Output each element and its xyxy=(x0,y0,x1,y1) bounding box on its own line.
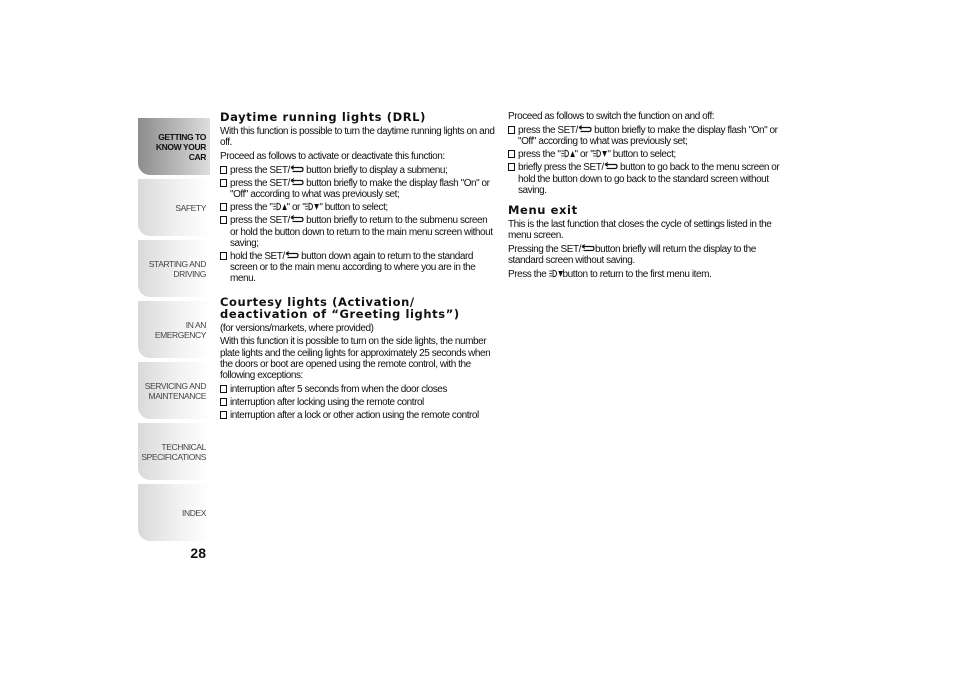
tab-technical-specifications[interactable] xyxy=(138,423,210,480)
tab-label: INDEX xyxy=(182,507,206,518)
right-proceed: Proceed as follows to switch the function on and off: xyxy=(508,111,715,122)
lights-down-arrow-icon xyxy=(305,202,319,211)
tab-getting-to-know-your-car[interactable] xyxy=(138,118,210,175)
drl-step-2 xyxy=(220,178,495,200)
text: button briefly to return to the submenu screen or hold the button down to return to the main menu screen without saving; xyxy=(230,215,493,249)
text: press the SET/ xyxy=(230,215,290,227)
right-step-1 xyxy=(508,125,783,147)
tab-label: SERVICING AND MAINTENANCE xyxy=(144,380,206,401)
left-column xyxy=(220,111,495,423)
checkbox-bullet-icon xyxy=(508,126,515,134)
text: button briefly to make the display flash "On" or "Off" according to what was previously set; xyxy=(230,177,490,201)
drl-step-4 xyxy=(220,215,495,249)
menu-exit-p3 xyxy=(508,269,783,280)
checkbox-bullet-icon xyxy=(220,398,227,406)
text: press the " xyxy=(230,202,273,214)
checkbox-bullet-icon xyxy=(220,252,227,260)
tab-label: TECHNICAL SPECIFICATIONS xyxy=(141,441,206,462)
tab-starting-and-driving[interactable] xyxy=(138,240,210,297)
courtesy-exception-3 xyxy=(220,410,495,421)
tab-label: IN AN EMERGENCY xyxy=(154,319,206,340)
text: " or " xyxy=(286,202,306,214)
text: " or " xyxy=(574,149,594,161)
courtesy-exception-1 xyxy=(220,384,495,395)
tab-index[interactable] xyxy=(138,484,210,541)
checkbox-bullet-icon xyxy=(220,411,227,419)
text: " button to select; xyxy=(607,149,676,161)
text: interruption after 5 seconds from when the door closes xyxy=(230,383,447,395)
tab-label: GETTING TO KNOW YOUR CAR xyxy=(155,131,206,162)
courtesy-body: With this function it is possible to turn on the side lights, the number plate lights and the ceiling lights for approximately 25 seconds when the doors or boot are opened using the remote control, with the following exceptions: xyxy=(220,336,491,381)
lights-up-arrow-icon xyxy=(273,202,287,211)
return-arrow-icon xyxy=(581,244,595,253)
text: button down again to return to the standard screen or to the main menu according to where you are in the menu. xyxy=(230,251,476,285)
courtesy-heading: Courtesy lights (Activation/ deactivation of “Greeting lights”) xyxy=(220,294,460,321)
text: button briefly to make the display flash "On" or "Off" according to what was previously set; xyxy=(518,124,778,147)
text: press the SET/ xyxy=(230,177,290,189)
checkbox-bullet-icon xyxy=(220,203,227,211)
checkbox-bullet-icon xyxy=(220,179,227,187)
chapter-tabs xyxy=(138,118,210,545)
text: button briefly to display a submenu; xyxy=(303,164,448,176)
text: " button to select; xyxy=(319,202,388,214)
return-arrow-icon xyxy=(604,162,618,171)
drl-intro: With this function is possible to turn the daytime running lights on and off. xyxy=(220,126,495,149)
text: button to go back to the menu screen or hold the button down to go back to the standard screen without saving. xyxy=(518,162,780,196)
menu-exit-p2 xyxy=(508,244,783,266)
text: briefly press the SET/ xyxy=(518,162,604,174)
tab-servicing-and-maintenance[interactable] xyxy=(138,362,210,419)
tab-label: SAFETY xyxy=(175,202,206,213)
drl-step-1 xyxy=(220,165,495,176)
right-step-3 xyxy=(508,162,783,196)
courtesy-exception-2 xyxy=(220,397,495,408)
return-arrow-icon xyxy=(290,178,304,187)
checkbox-bullet-icon xyxy=(508,150,515,158)
text: button to return to the first menu item. xyxy=(562,268,712,280)
checkbox-bullet-icon xyxy=(220,216,227,224)
checkbox-bullet-icon xyxy=(220,166,227,174)
text: press the SET/ xyxy=(518,124,578,136)
courtesy-note: (for versions/markets, where provided) xyxy=(220,322,374,334)
tab-label: STARTING AND DRIVING xyxy=(148,258,206,279)
drl-step-3 xyxy=(220,202,495,213)
checkbox-bullet-icon xyxy=(220,385,227,393)
page-number: 28 xyxy=(190,545,206,561)
lights-down-arrow-icon xyxy=(593,149,607,158)
text: interruption after locking using the remote control xyxy=(230,396,424,408)
drl-heading: Daytime running lights (DRL) xyxy=(220,110,426,124)
text: interruption after a lock or other action using the remote control xyxy=(230,410,479,422)
text: hold the SET/ xyxy=(230,251,285,263)
menu-exit-heading: Menu exit xyxy=(508,202,578,217)
return-arrow-icon xyxy=(578,125,592,134)
checkbox-bullet-icon xyxy=(508,163,515,171)
return-arrow-icon xyxy=(285,251,299,260)
tab-in-an-emergency[interactable] xyxy=(138,301,210,358)
menu-exit-p1: This is the last function that closes the cycle of settings listed in the menu screen. xyxy=(508,218,772,242)
drl-proceed: Proceed as follows to activate or deactivate this function: xyxy=(220,150,445,162)
drl-step-5 xyxy=(220,251,495,285)
text: Press the xyxy=(508,268,549,280)
right-column xyxy=(508,111,783,282)
return-arrow-icon xyxy=(290,215,304,224)
lights-up-arrow-icon xyxy=(561,149,575,158)
return-arrow-icon xyxy=(290,165,304,174)
text: press the SET/ xyxy=(230,164,290,176)
tab-safety[interactable] xyxy=(138,179,210,236)
text: button briefly will return the display to the standard screen without saving. xyxy=(508,243,756,267)
text: press the " xyxy=(518,149,561,161)
right-step-2 xyxy=(508,149,783,160)
text: Pressing the SET/ xyxy=(508,243,581,255)
lights-down-arrow-icon xyxy=(549,269,563,278)
